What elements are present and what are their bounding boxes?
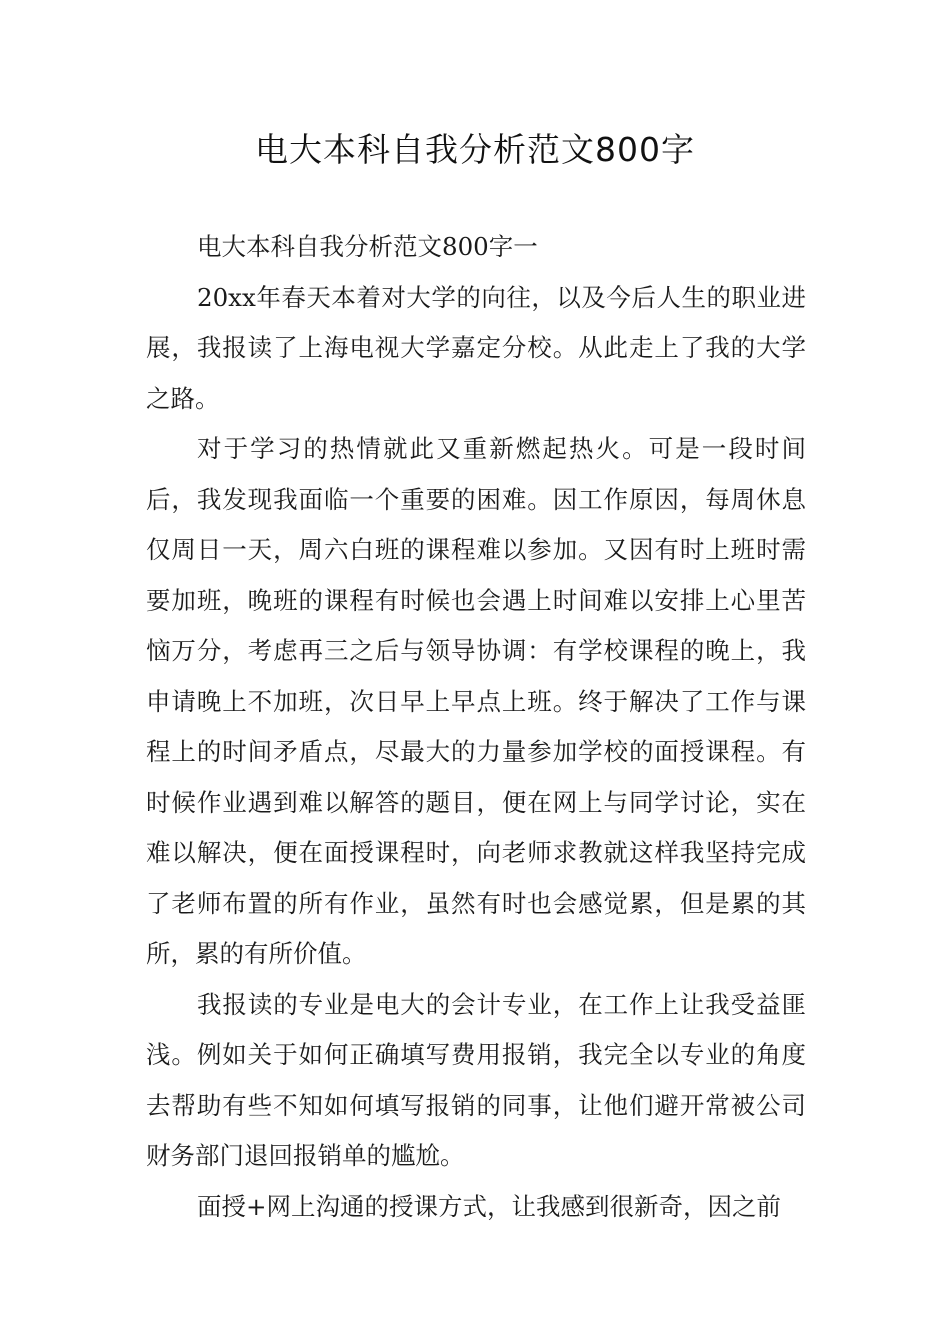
paragraph-heading: 电大本科自我分析范文800字一 (197, 232, 538, 261)
paragraph: 我报读的专业是电大的会计专业，在工作上让我受益匪浅。例如关于如何正确填写费用报销，我完全以专业的角度去帮助有些不知如何填写报销的同事，让他们避开常被公司财务部门退回报销单的尴尬。 (146, 989, 806, 1170)
paragraph: 20xx年春天本着对大学的向往，以及今后人生的职业进展，我报读了上海电视大学嘉定分校。从此走上了我的大学之路。 (146, 282, 806, 413)
paragraph: 对于学习的热情就此又重新燃起热火。可是一段时间后，我发现我面临一个重要的困难。因工作原因，每周休息仅周日一天，周六白班的课程难以参加。又因有时上班时需要加班，晚班的课程有时候也会遇上时间难以安排上心里苦恼万分，考虑再三之后与领导协调：有学校课程的晚上，我申请晚上不加班，次日早上早点上班。终于解决了工作与课程上的时间矛盾点，尽最大的力量参加学校的面授课程。有时候作业遇到难以解答的题目，便在网上与同学讨论，实在难以解决，便在面授课程时，向老师求教就这样我坚持完成了老师布置的所有作业，虽然有时也会感觉累，但是累的其所，累的有所价值。 (146, 434, 806, 968)
document-body (146, 222, 806, 1232)
document-title: 电大本科自我分析范文800字 (255, 130, 695, 169)
paragraph: 面授+网上沟通的授课方式，让我感到很新奇，因之前 (197, 1191, 782, 1221)
